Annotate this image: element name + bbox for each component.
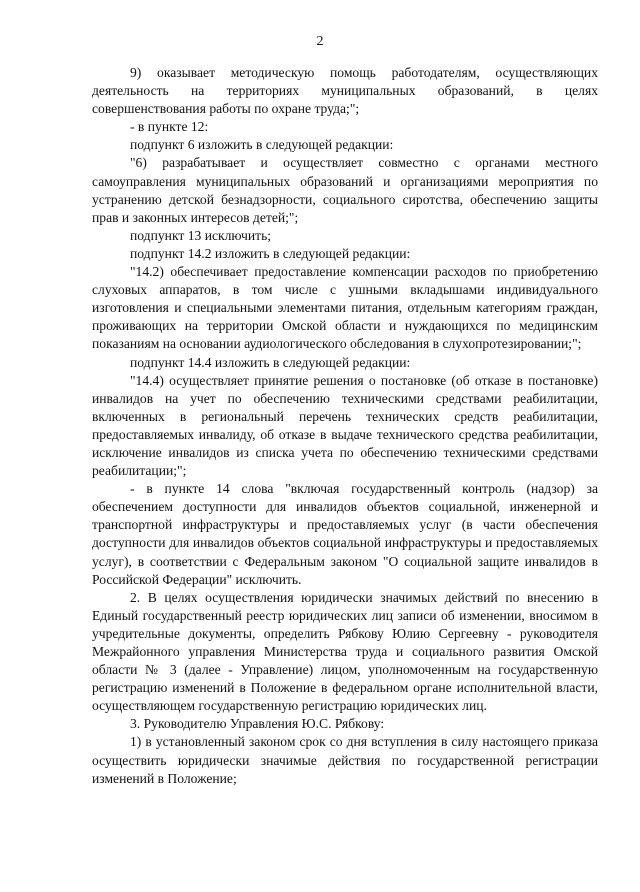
paragraph-subpoint-14-4-intro: подпункт 14.4 изложить в следующей редакции:	[130, 354, 411, 370]
paragraph-subpoint-14-4: "14.4) осуществляет принятие решения о постановке (об отказе в постановке) инвалидов на учет по обеспечению техническими средствами реабилитации, включенных в региональный перечень технических средств реабилитации, предоставляемых инвалиду, об отказе в выдаче технического средства реабилитации, исключение инвалидов из списка учета по обеспечению техническими средствами реабилитации;";	[92, 372, 598, 479]
paragraph-subpoint-6: "6) разрабатывает и осуществляет совместно с органами местного самоуправления муниципальных образований и организациями мероприятия по устранению детской безнадзорности, социального сиротства, обеспечению защиты прав и законных интересов детей;";	[92, 155, 598, 225]
paragraph-section-2: 2. В целях осуществления юридически значимых действий по внесению в Единый государственный реестр юридических лиц записи об изменении, вносимом в учредительные документы, определить Рябкову Юлию Сергеевну - руководителя Межрайонного управления Министерства труда и социального развития Омской области № 3 (далее - Управление) лицом, уполномоченным на государственную регистрацию изменений в Положение в федеральном органе исполнительной власти, осуществляющем государственную регистрацию юридических лиц.	[92, 589, 598, 714]
paragraph-subpoint-14-2: "14.2) обеспечивает предоставление компенсации расходов по приобретению слуховых аппаратов, в том числе с ушными вкладышами индивидуального изготовления и специальными элементами питания, отдельным категориям граждан, проживающих на территории Омской области и нуждающихся по медицинским показаниям на основании аудиологического обследования в слухопротезировании;";	[92, 264, 598, 352]
paragraph-point-14: - в пункте 14 слова "включая государственный контроль (надзор) за обеспечением доступности для инвалидов объектов социальной, инженерной и транспортной инфраструктуры и предоставляемых услуг (в части обеспечения доступности для инвалидов объектов социальной инфраструктуры и предоставляемых услуг), в соответствии с Федеральным законом "О социальной защите инвалидов в Российской Федерации" исключить.	[92, 481, 598, 587]
paragraph-subpoint-14-2-intro: подпункт 14.2 изложить в следующей редакции:	[130, 245, 411, 261]
paragraph-item-9: 9) оказывает методическую помощь работодателям, осуществляющих деятельность на территориях муниципальных образований, в целях совершенствования работы по охране труда;";	[92, 65, 598, 117]
paragraph-subpoint-13: подпункт 13 исключить;	[130, 227, 272, 243]
paragraph-section-3-item-1: 1) в установленный законом срок со дня вступления в силу настоящего приказа осуществить юридически значимые действия по государственной регистрации изменений в Положение;	[92, 734, 598, 786]
paragraph-subpoint-6-intro: подпункт 6 изложить в следующей редакции:	[130, 137, 394, 153]
paragraph-section-3: 3. Руководителю Управления Ю.С. Рябкову:	[130, 716, 385, 732]
document-body	[92, 64, 598, 788]
page-number: 2	[316, 34, 324, 49]
paragraph-point-12: - в пункте 12:	[130, 119, 209, 135]
